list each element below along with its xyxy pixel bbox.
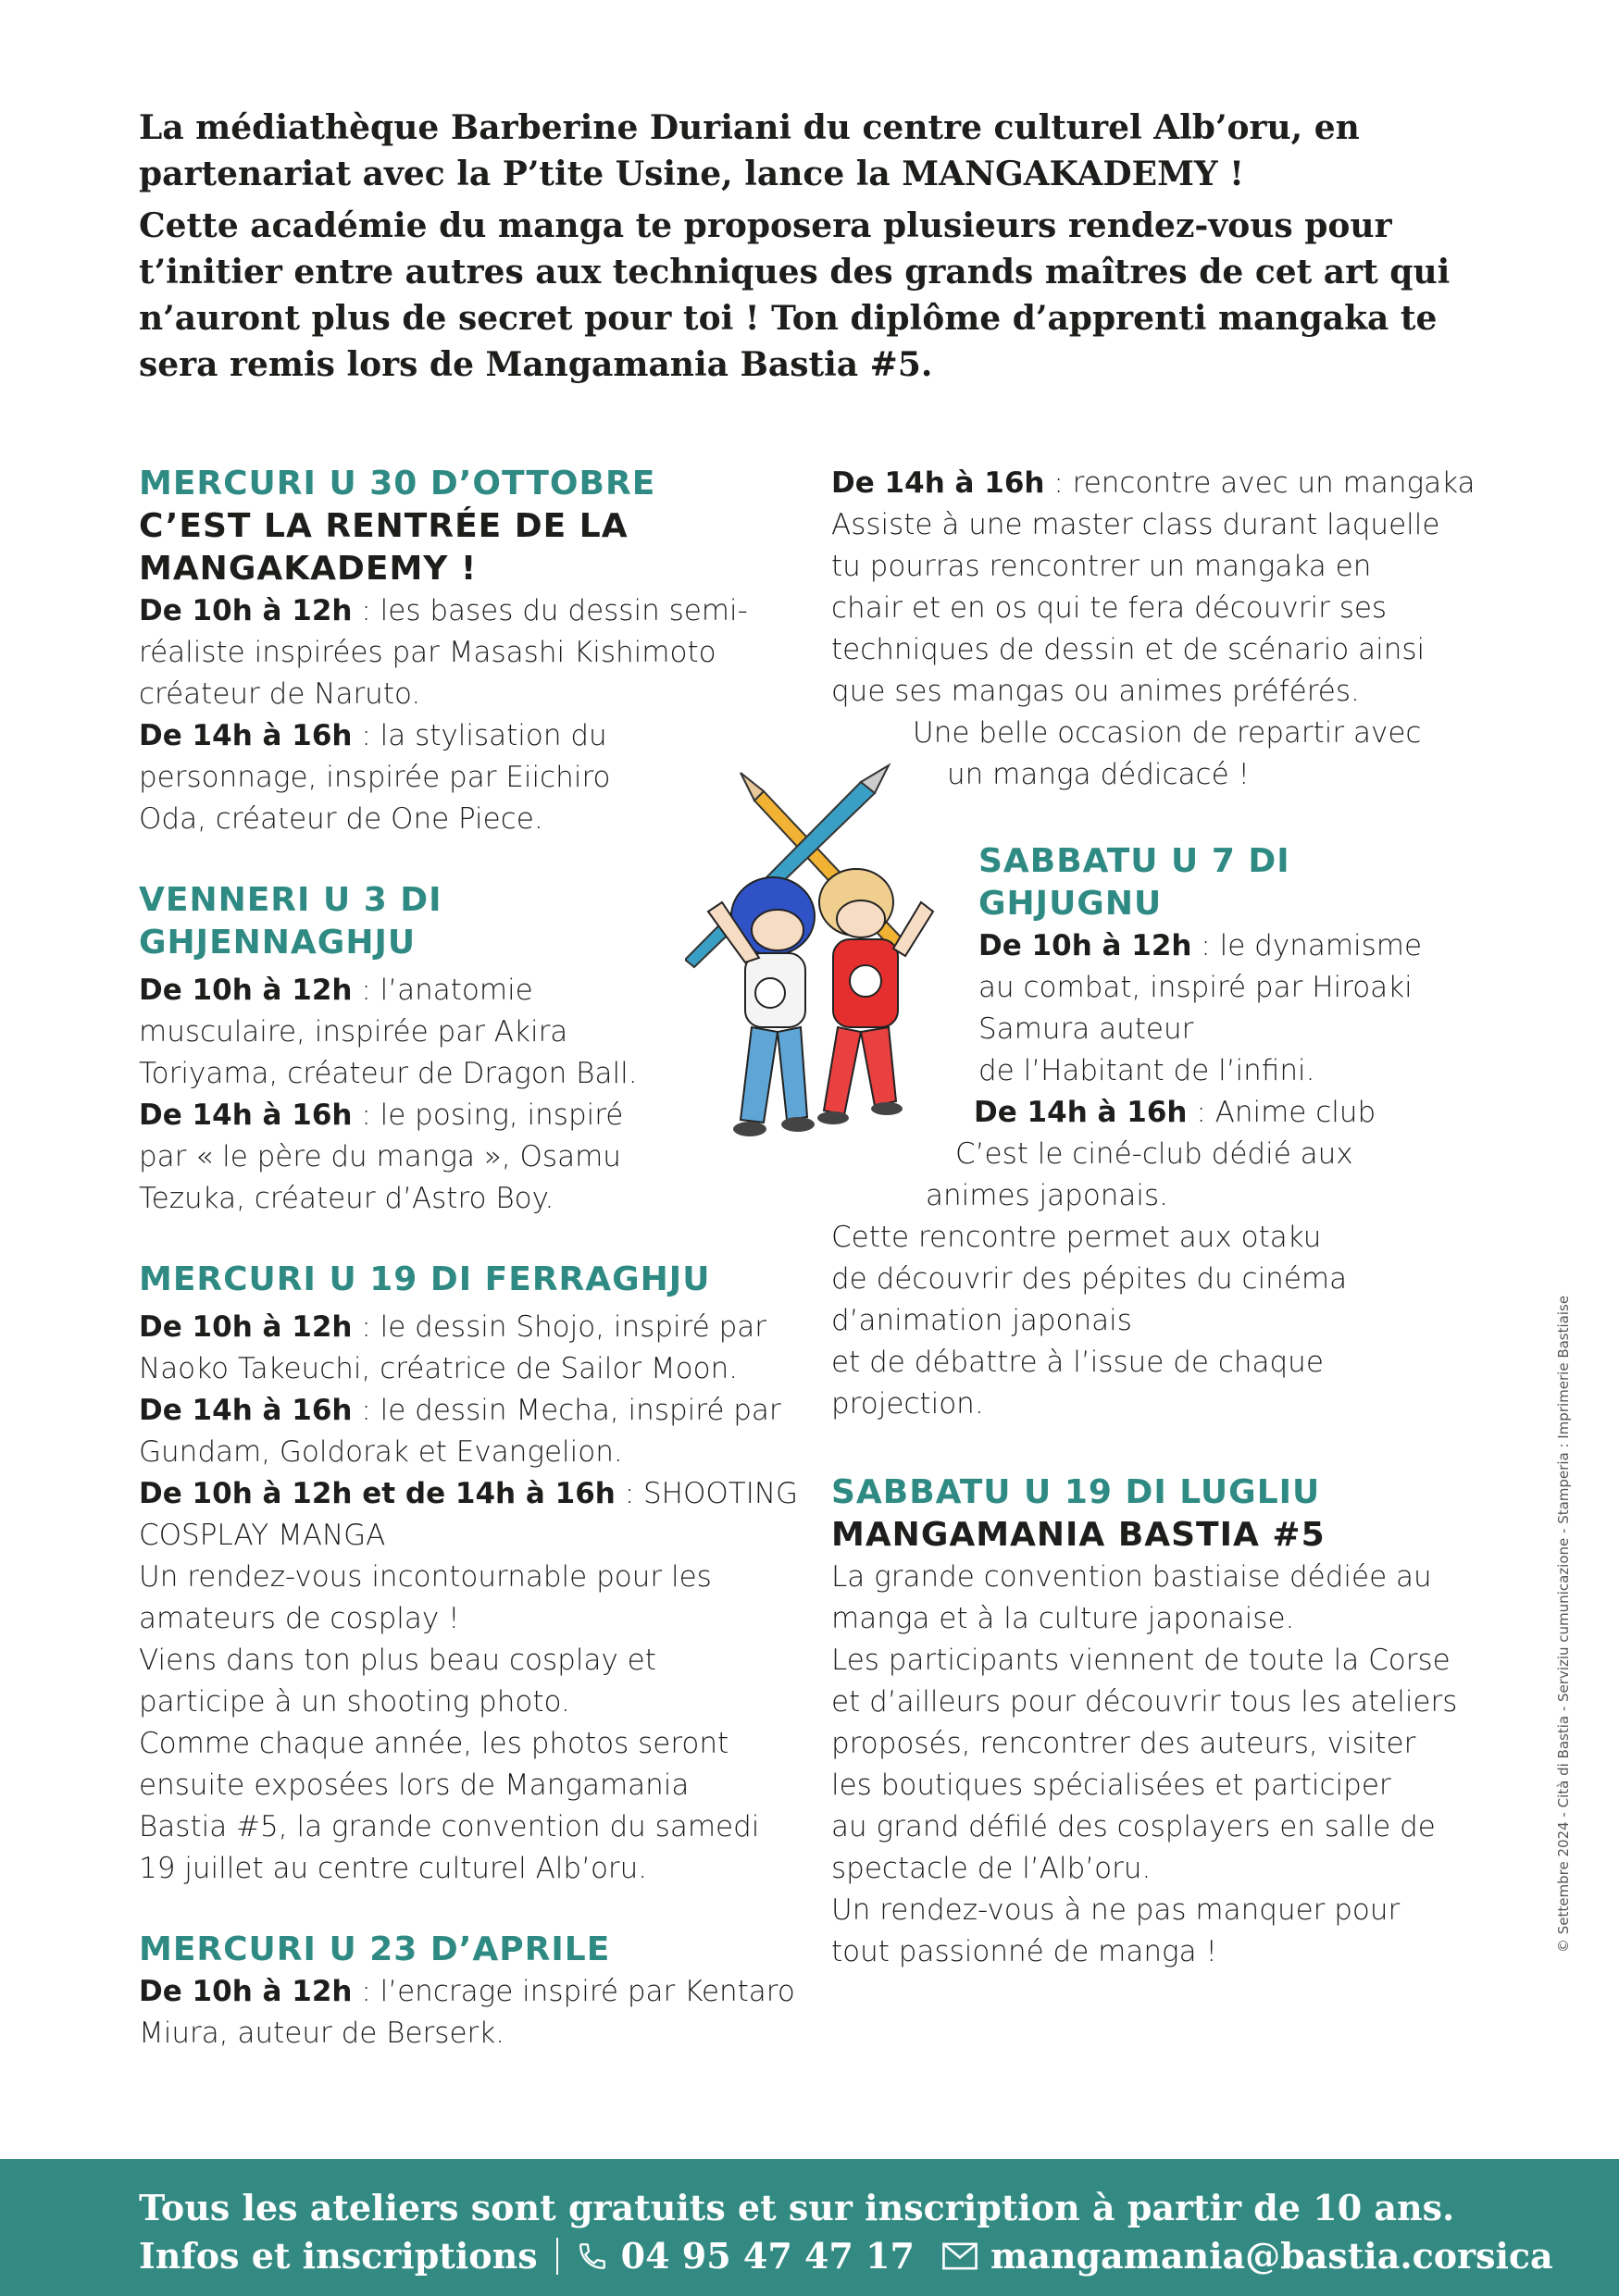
session-text: réaliste inspirées par Masashi Kishimoto bbox=[139, 636, 716, 669]
session-item: De 10h à 12h : l’anatomie bbox=[139, 974, 533, 1007]
session-text: Toriyama, créateur de Dragon Ball. bbox=[139, 1057, 638, 1090]
footer-separator bbox=[556, 2238, 558, 2275]
session-text: C’est le ciné-club dédié aux bbox=[955, 1137, 1353, 1171]
session-text: Assiste à une master class durant laquelle bbox=[831, 508, 1440, 541]
session-text: tu pourras rencontrer un mangaka en bbox=[831, 550, 1372, 583]
session-text: musculaire, inspirée par Akira bbox=[139, 1015, 568, 1049]
session-text: de découvrir des pépites du cinéma bbox=[831, 1262, 1348, 1296]
time-slot: De 10h à 12h et de 14h à 16h bbox=[139, 1477, 616, 1510]
intro-paragraph-1: La médiathèque Barberine Duriani du centre culturel Alb’oru, en partenariat avec la P’tite Usine, lance la MANGAKADEMY ! bbox=[139, 108, 1360, 193]
session-title: MANGAMANIA BASTIA #5 bbox=[831, 1516, 1326, 1554]
session-text: un manga dédicacé ! bbox=[947, 758, 1250, 791]
time-slot: De 10h à 12h bbox=[139, 1975, 353, 2008]
session-text: Comme chaque année, les photos seront bbox=[139, 1727, 729, 1760]
session-item: De 10h à 12h : le dessin Shojo, inspiré par bbox=[139, 1310, 767, 1344]
session-text: par « le père du manga », Osamu bbox=[139, 1140, 621, 1173]
session-text: d’animation japonais bbox=[831, 1304, 1132, 1337]
session-item: De 14h à 16h : Anime club bbox=[974, 1096, 1376, 1129]
session-text: Gundam, Goldorak et Evangelion. bbox=[139, 1435, 623, 1469]
session-text: Un rendez-vous incontournable pour les bbox=[139, 1560, 712, 1594]
time-slot: De 10h à 12h bbox=[139, 594, 353, 627]
session-text: au combat, inspiré par Hiroaki bbox=[978, 971, 1413, 1004]
session-text: Bastia #5, la grande convention du samedi bbox=[139, 1810, 760, 1843]
time-slot: De 14h à 16h bbox=[139, 1394, 353, 1427]
session-text: Les participants viennent de toute la Corse bbox=[831, 1644, 1451, 1677]
intro bbox=[139, 105, 1500, 388]
time-slot: De 10h à 12h bbox=[139, 974, 353, 1007]
copyright-credit: © Settembre 2024 - Cità di Bastia - Serviziu cumunicazione - Stamperia : Imprimerie Bastiaise bbox=[1555, 1295, 1572, 1953]
session-item: De 10h à 12h : l’encrage inspiré par Kentaro bbox=[139, 1975, 795, 2008]
session-date-line-1: VENNERI U 3 DI bbox=[139, 881, 442, 919]
manga-characters-illustration bbox=[685, 754, 972, 1148]
session-apr-23 bbox=[139, 1929, 805, 2054]
time-slot: De 14h à 16h bbox=[139, 719, 353, 752]
session-item: De 14h à 16h : le posing, inspiré bbox=[139, 1098, 624, 1132]
session-jun-7 bbox=[978, 840, 1478, 1092]
session-title-line-1: C’EST LA RENTRÉE DE LA bbox=[139, 507, 629, 545]
session-date-line-2: GHJENNAGHJU bbox=[139, 924, 417, 962]
session-item: De 10h à 12h : les bases du dessin semi- bbox=[139, 594, 748, 627]
left-column bbox=[139, 463, 805, 2054]
session-text: COSPLAY MANGA bbox=[139, 1519, 386, 1552]
session-text: Cette rencontre permet aux otaku bbox=[831, 1221, 1322, 1254]
session-feb-19 bbox=[139, 1259, 805, 1890]
session-item: De 14h à 16h : la stylisation du bbox=[139, 719, 607, 752]
session-text: amateurs de cosplay ! bbox=[139, 1602, 460, 1635]
time-slot: De 14h à 16h bbox=[974, 1096, 1188, 1129]
character-right bbox=[817, 869, 933, 1124]
session-text: personnage, inspirée par Eiichiro bbox=[139, 761, 611, 794]
email-icon bbox=[942, 2242, 978, 2270]
session-date-line-2: GHJUGNU bbox=[978, 885, 1163, 923]
footer-email[interactable]: mangamania@bastia.corsica bbox=[990, 2235, 1553, 2277]
session-text: et de débattre à l’issue de chaque bbox=[831, 1346, 1324, 1379]
intro-paragraph-2: Cette académie du manga te proposera plusieurs rendez-vous pour t’initier entre autres aux techniques des grands maîtres de cet art qui n’auront plus de secret pour toi ! Ton diplôme d’apprenti mangaka te sera remis lors de Mangamania Bastia #5. bbox=[139, 206, 1451, 384]
session-date: SABBATU U 19 DI LUGLIU bbox=[831, 1473, 1321, 1511]
session-text: au grand défilé des cosplayers en salle de bbox=[831, 1810, 1436, 1843]
session-text: les boutiques spécialisées et participer bbox=[831, 1769, 1391, 1802]
session-text: Tezuka, créateur d’Astro Boy. bbox=[139, 1182, 554, 1215]
footer-info-label: Infos et inscriptions bbox=[139, 2235, 538, 2277]
session-date: MERCURI U 23 D’APRILE bbox=[139, 1930, 611, 1968]
session-text: Viens dans ton plus beau cosplay et bbox=[139, 1644, 656, 1677]
session-text: Une belle occasion de repartir avec bbox=[913, 716, 1422, 750]
footer-contact bbox=[139, 2235, 1553, 2277]
session-text: tout passionné de manga ! bbox=[831, 1935, 1217, 1968]
character-left bbox=[708, 877, 815, 1136]
phone-icon bbox=[577, 2240, 608, 2272]
session-text: Naoko Takeuchi, créatrice de Sailor Moon. bbox=[139, 1352, 739, 1385]
session-text: projection. bbox=[831, 1387, 984, 1421]
session-item: De 10h à 12h : le dynamisme bbox=[978, 929, 1423, 962]
session-text: manga et à la culture japonaise. bbox=[831, 1602, 1295, 1635]
footer-phone[interactable]: 04 95 47 47 17 bbox=[620, 2235, 915, 2277]
time-slot: De 14h à 16h bbox=[139, 1098, 353, 1132]
time-slot: De 10h à 12h bbox=[978, 929, 1192, 962]
session-text: Un rendez-vous à ne pas manquer pour bbox=[831, 1893, 1401, 1927]
session-text: et d’ailleurs pour découvrir tous les ateliers bbox=[831, 1685, 1458, 1719]
time-slot: De 14h à 16h bbox=[831, 466, 1045, 500]
session-title-line-2: MANGAKADEMY ! bbox=[139, 550, 478, 588]
session-text: animes japonais. bbox=[926, 1179, 1169, 1212]
time-slot: De 10h à 12h bbox=[139, 1310, 353, 1344]
session-text: techniques de dessin et de scénario ainsi bbox=[831, 633, 1426, 666]
session-text: participe à un shooting photo. bbox=[139, 1685, 570, 1719]
session-text: spectacle de l’Alb’oru. bbox=[831, 1852, 1152, 1885]
session-text: de l’Habitant de l’infini. bbox=[978, 1054, 1315, 1087]
session-item: De 14h à 16h : rencontre avec un mangaka bbox=[831, 466, 1476, 500]
footer-notice: Tous les ateliers sont gratuits et sur inscription à partir de 10 ans. bbox=[139, 2187, 1455, 2228]
session-date-line-1: SABBATU U 7 DI bbox=[978, 842, 1290, 880]
footer-banner bbox=[0, 2159, 1619, 2296]
session-text: chair et en os qui te fera découvrir ses bbox=[831, 591, 1388, 625]
session-date: MERCURI U 30 D’OTTOBRE bbox=[139, 465, 656, 503]
session-item: De 14h à 16h : le dessin Mecha, inspiré par bbox=[139, 1394, 781, 1427]
session-text: ensuite exposées lors de Mangamania bbox=[139, 1769, 690, 1802]
session-text: 19 juillet au centre culturel Alb’oru. bbox=[139, 1852, 648, 1885]
session-text: créateur de Naruto. bbox=[139, 677, 421, 711]
session-text: Oda, créateur de One Piece. bbox=[139, 802, 543, 836]
session-text: La grande convention bastiaise dédiée au bbox=[831, 1560, 1432, 1594]
session-item: De 10h à 12h et de 14h à 16h : SHOOTING bbox=[139, 1477, 799, 1510]
session-text: que ses mangas ou animes préférés. bbox=[831, 675, 1360, 708]
right-column-top bbox=[831, 463, 1479, 796]
session-text: Miura, auteur de Berserk. bbox=[139, 2017, 505, 2050]
session-text: proposés, rencontrer des auteurs, visiter bbox=[831, 1727, 1416, 1760]
session-jul-19 bbox=[831, 1471, 1479, 1973]
session-text: Samura auteur bbox=[978, 1012, 1194, 1046]
session-date: MERCURI U 19 DI FERRAGHJU bbox=[139, 1260, 711, 1298]
